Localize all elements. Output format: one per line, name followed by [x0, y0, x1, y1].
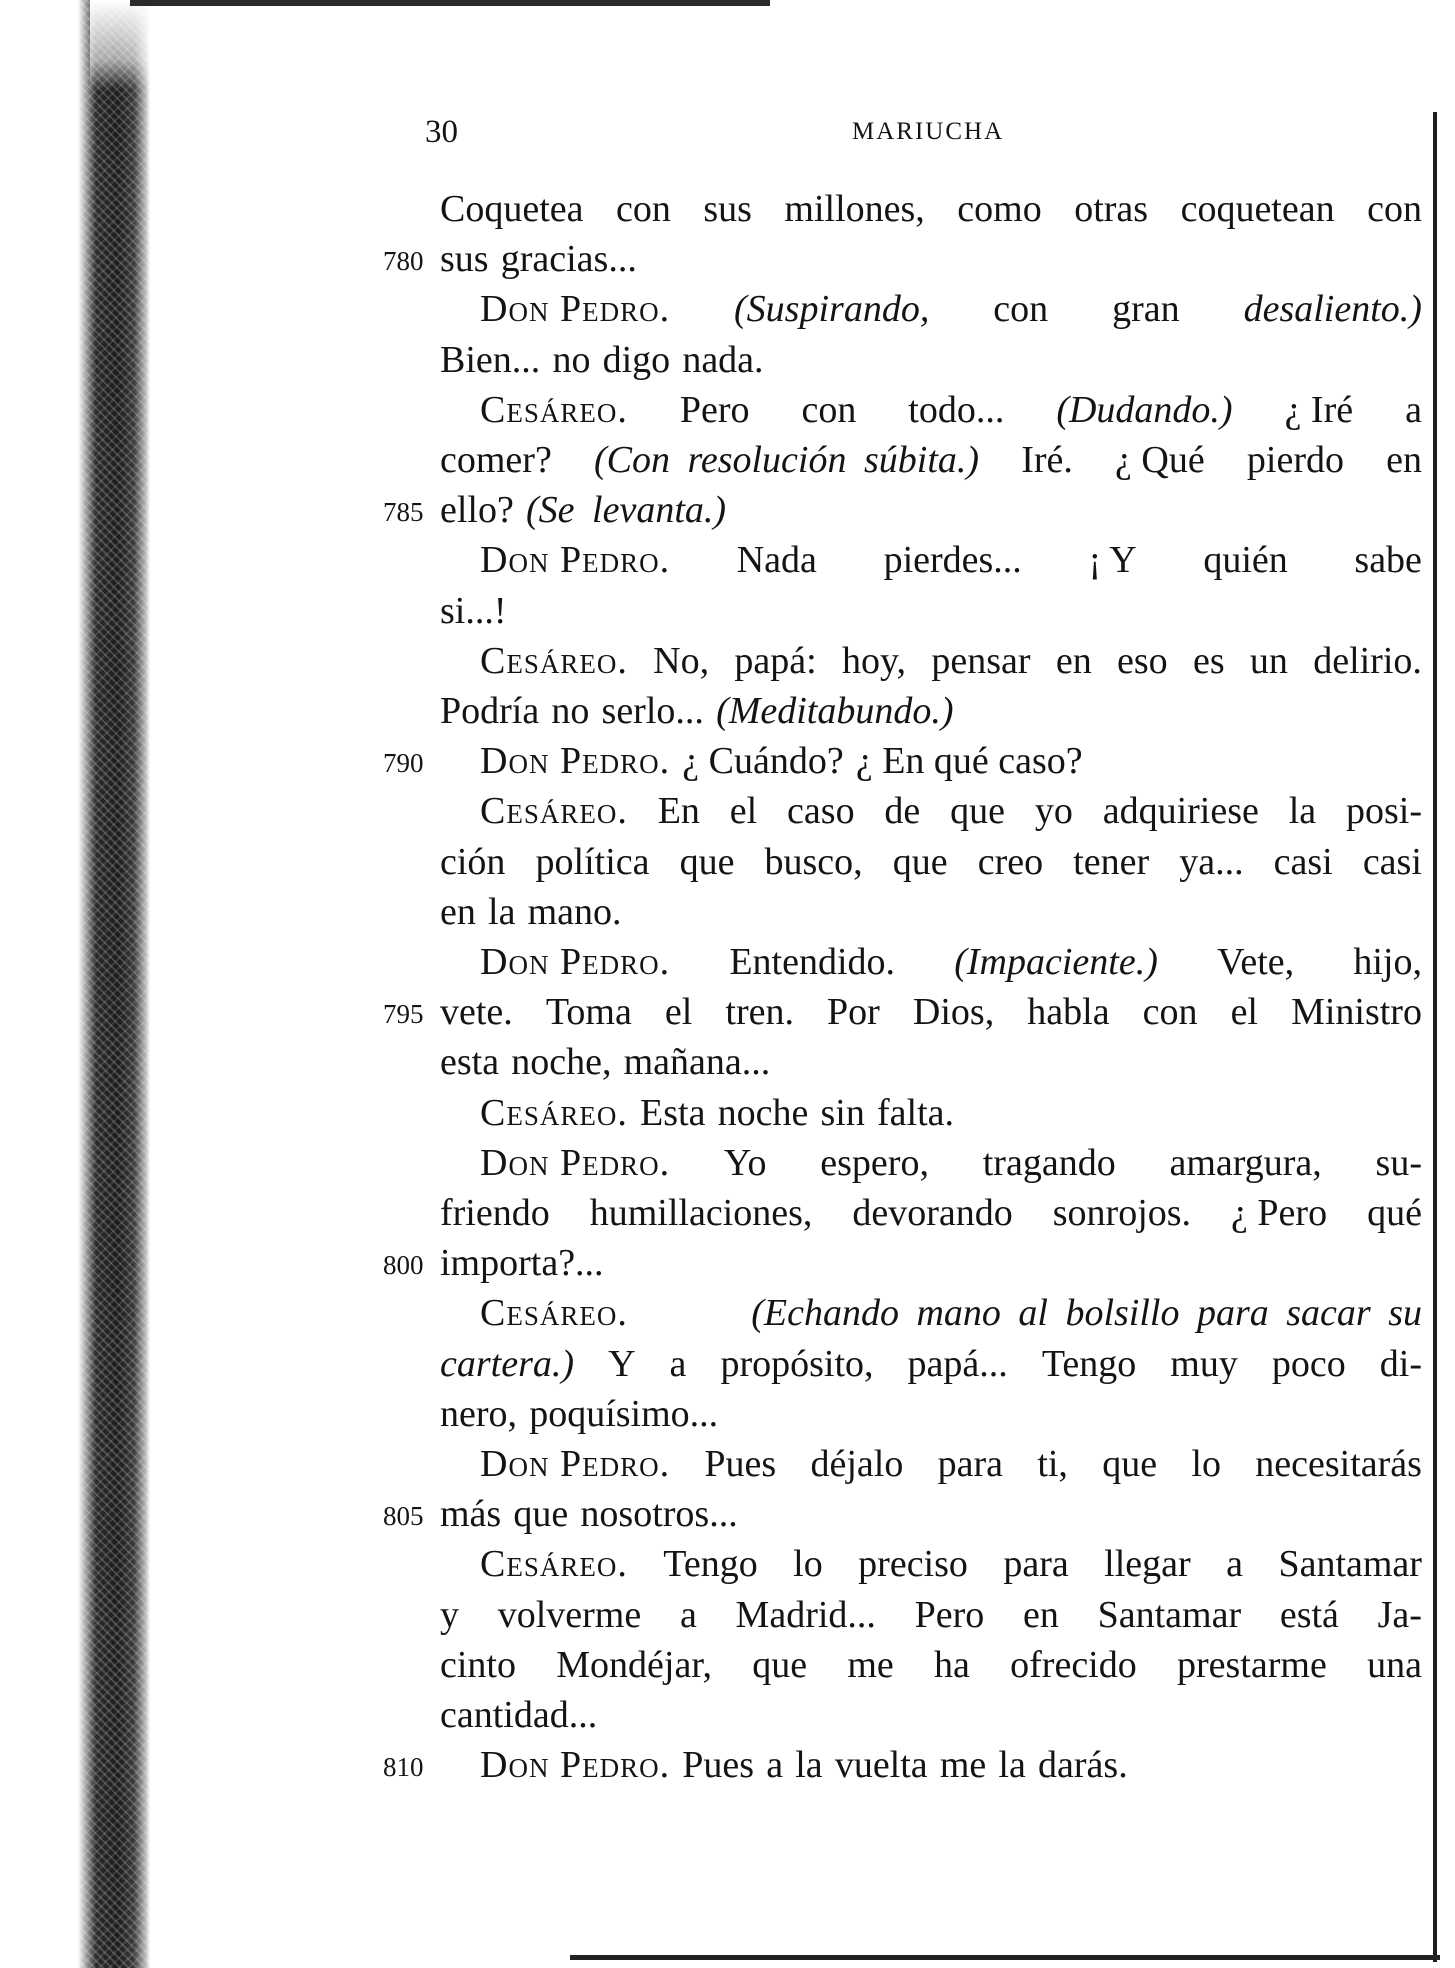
text-line [440, 586, 507, 636]
word: nosotros... [580, 1493, 738, 1536]
top-edge-rule [130, 0, 770, 6]
word: humillaciones, [589, 1192, 813, 1234]
word: (Dudando.) [1056, 388, 1233, 431]
word: a [766, 1744, 784, 1787]
word: la [1288, 790, 1317, 833]
word: sonrojos. [1052, 1192, 1192, 1234]
word: el [664, 991, 693, 1034]
word: volverme [497, 1593, 642, 1636]
word: papá: [734, 639, 817, 682]
word: que [513, 1493, 569, 1536]
word: Podría [440, 690, 540, 732]
word: a [1405, 388, 1422, 431]
line-number: 810 [383, 1752, 424, 1783]
word: Pues [704, 1443, 777, 1485]
word: delirio. [1313, 639, 1422, 682]
word: Ja- [1377, 1593, 1422, 1636]
word: ¿ Pero [1231, 1192, 1328, 1234]
word: (Meditabundo.) [716, 690, 954, 732]
word: para [1003, 1543, 1069, 1586]
word: poco [1271, 1342, 1346, 1385]
word: muy [1170, 1342, 1238, 1385]
word: Yo [723, 1141, 767, 1184]
text-line [440, 686, 954, 736]
word: a [1226, 1543, 1243, 1586]
word: (Impaciente.) [954, 941, 1158, 983]
word: ¿ Qué [1115, 439, 1205, 481]
word: que [1102, 1443, 1158, 1485]
word: nero, [440, 1392, 518, 1435]
speaker-name: Cesáreo. [480, 790, 628, 833]
word: (Suspirando, [734, 288, 930, 331]
word: como [957, 188, 1042, 230]
word: creo [977, 840, 1044, 883]
text-line [480, 786, 1422, 836]
word: poquísimo... [529, 1392, 719, 1435]
word: llegar [1104, 1543, 1191, 1586]
text-line [480, 636, 1422, 686]
speaker-name: Don Pedro. [480, 288, 671, 331]
word: espero, [820, 1141, 929, 1184]
word: no [551, 690, 590, 732]
word: en [1055, 639, 1092, 682]
word: Santamar [1097, 1593, 1242, 1636]
word: con [1367, 188, 1422, 230]
word: gracias... [500, 238, 637, 281]
speaker-name: Don Pedro. [480, 941, 671, 983]
word: que [892, 840, 948, 883]
word: Pero [679, 388, 750, 431]
text-line [440, 1590, 1422, 1640]
word: todo... [908, 388, 1005, 431]
line-number: 780 [383, 246, 424, 277]
word: noche, [511, 1041, 612, 1084]
line-number: 785 [383, 497, 424, 528]
word: está [1279, 1593, 1339, 1636]
word: déjalo [810, 1443, 904, 1485]
word: el [1230, 991, 1258, 1034]
word: nada. [682, 338, 764, 381]
word: (Se levanta.) [526, 489, 727, 532]
word: ti, [1037, 1443, 1068, 1485]
word: falta. [877, 1091, 955, 1134]
word: quién [1203, 539, 1288, 582]
text-line [480, 1138, 1422, 1188]
word: sus [440, 238, 489, 281]
word: serlo... [601, 690, 704, 732]
word: darás. [1038, 1744, 1128, 1787]
word: Mondéjar, [556, 1643, 712, 1686]
text-line [480, 385, 1422, 435]
speaker-name: Don Pedro. [480, 539, 671, 582]
word: caso [787, 790, 855, 833]
word: Tengo [1041, 1342, 1137, 1385]
word: una [1367, 1643, 1422, 1686]
word: digo [602, 338, 671, 381]
word: Iré. [1021, 439, 1073, 481]
word: ción [440, 840, 506, 883]
text-line [440, 1188, 1422, 1238]
speaker-name: Cesáreo. [480, 639, 628, 682]
word: Coquetea [440, 188, 584, 230]
speaker-name: Don Pedro. [480, 1141, 671, 1184]
text-line [440, 987, 1422, 1037]
word: yo [1034, 790, 1073, 833]
word: ya... [1179, 840, 1244, 883]
word: a [679, 1593, 697, 1636]
text-line [440, 435, 1422, 485]
word: que [950, 790, 1006, 833]
text-line [440, 184, 1422, 234]
word: lo [1191, 1443, 1221, 1485]
word: su- [1375, 1141, 1422, 1184]
speaker-name: Cesáreo. [480, 1091, 628, 1134]
word: necesitarás [1255, 1443, 1422, 1485]
word: Madrid... [735, 1593, 876, 1636]
word: me [847, 1643, 894, 1686]
word: tren. [725, 991, 794, 1034]
word: y [440, 1593, 459, 1636]
word: papá... [907, 1342, 1008, 1385]
word: vuelta [834, 1744, 928, 1787]
text-line [480, 284, 1422, 334]
word: a [669, 1342, 687, 1385]
binding-highlight [90, 0, 150, 90]
text-line [480, 1288, 1422, 1338]
word: Por [827, 991, 880, 1034]
word: qué [1367, 1192, 1422, 1234]
word: Pero [914, 1593, 985, 1636]
word: Toma [545, 991, 632, 1034]
line-number: 790 [383, 748, 424, 779]
word: cinto [440, 1643, 516, 1686]
word: en [440, 890, 476, 933]
word: pensar [931, 639, 1031, 682]
text-line [480, 1740, 1128, 1790]
word: con [801, 388, 857, 431]
speaker-name: Cesáreo. [480, 388, 628, 431]
word: ello? [440, 489, 514, 532]
word: Santamar [1278, 1543, 1422, 1586]
word: busco, [764, 840, 863, 883]
word: en [1023, 1593, 1059, 1636]
word: prestarme [1177, 1643, 1327, 1686]
word: friendo [440, 1192, 550, 1234]
word: di- [1379, 1342, 1422, 1385]
right-edge-rule [1433, 112, 1437, 1962]
text-line [440, 485, 726, 535]
word: comer? [440, 439, 552, 481]
word: el [729, 790, 758, 833]
word: Bien... [440, 338, 541, 381]
text-line [480, 1439, 1422, 1489]
word: ¿ Iré [1284, 388, 1354, 431]
text-line [480, 1088, 954, 1138]
word: casi [1273, 840, 1333, 883]
text-line [440, 837, 1422, 887]
running-title: MARIUCHA [852, 118, 1005, 145]
word: Y [608, 1342, 636, 1385]
word: Pues [682, 1744, 755, 1787]
text-line [440, 335, 764, 385]
word: es [1192, 639, 1225, 682]
line-number: 805 [383, 1501, 424, 1532]
word: la [998, 1744, 1026, 1787]
word: Entendido. [729, 941, 896, 983]
word: casi [1362, 840, 1422, 883]
word: ¿ Cuándo? [682, 740, 844, 783]
word: esta [440, 1041, 500, 1084]
word: hijo, [1353, 941, 1422, 983]
word: no [552, 338, 591, 381]
speaker-name: Don Pedro. [480, 1443, 671, 1485]
word: devorando [852, 1192, 1013, 1234]
book-binding-shadow [0, 0, 150, 1968]
word: (Echando mano al bolsillo para sacar su [751, 1292, 1422, 1335]
text-line [480, 937, 1422, 987]
speaker-name: Don Pedro. [480, 740, 671, 783]
word: la [795, 1744, 823, 1787]
word: sabe [1354, 539, 1422, 582]
word: me [939, 1744, 987, 1787]
text-line [480, 535, 1422, 585]
word: ¡ Y [1088, 539, 1137, 582]
word: ha [934, 1643, 970, 1686]
word: cartera.) [440, 1342, 575, 1385]
word: otras [1074, 188, 1149, 230]
line-number: 795 [383, 999, 424, 1030]
word: lo [793, 1543, 823, 1586]
word: vete. [440, 991, 513, 1034]
word: Tengo [663, 1543, 758, 1586]
word: hoy, [842, 639, 907, 682]
word: preciso [858, 1543, 968, 1586]
word: ¿ En qué caso? [855, 740, 1083, 783]
word: para [937, 1443, 1004, 1485]
word: noche [717, 1091, 809, 1134]
word: en [1386, 439, 1422, 481]
word: cantidad... [440, 1694, 598, 1736]
word: pierdes... [883, 539, 1022, 582]
word: un [1249, 639, 1288, 682]
word: tragando [982, 1141, 1116, 1184]
line-number: 800 [383, 1250, 424, 1281]
word: No, [653, 639, 710, 682]
text-line [440, 1037, 770, 1087]
word: que [752, 1643, 808, 1686]
word: importa?... [440, 1242, 604, 1285]
speaker-name: Cesáreo. [480, 1543, 628, 1586]
word: millones, [784, 188, 925, 230]
word: política [535, 840, 650, 883]
text-line [480, 736, 1083, 786]
text-line [440, 1238, 604, 1288]
word: sus [703, 188, 752, 230]
text-line [480, 1539, 1422, 1589]
text-line [440, 1489, 738, 1539]
word: En [657, 790, 700, 833]
word: ofrecido [1010, 1643, 1137, 1686]
word: propósito, [720, 1342, 874, 1385]
text-line [440, 1339, 1422, 1389]
word: posi- [1345, 790, 1422, 833]
text-line [440, 1690, 597, 1740]
word: tener [1073, 840, 1150, 883]
word: mano. [527, 890, 622, 933]
word: si...! [440, 589, 507, 632]
bottom-edge-rule [570, 1955, 1440, 1960]
text-line [440, 234, 637, 284]
word: con [616, 188, 671, 230]
word: mañana... [623, 1041, 771, 1084]
word: amargura, [1169, 1141, 1322, 1184]
word: pierdo [1246, 439, 1344, 481]
word: habla [1027, 991, 1110, 1034]
word: eso [1117, 639, 1168, 682]
speaker-name: Cesáreo. [480, 1292, 628, 1335]
text-line [440, 1640, 1422, 1690]
word: que [679, 840, 735, 883]
word: Nada [736, 539, 817, 582]
speaker-name: Don Pedro. [480, 1744, 671, 1787]
word: gran [1112, 288, 1180, 331]
word: desaliento.) [1243, 288, 1422, 331]
word: sin [820, 1091, 865, 1134]
word: adquiriese [1102, 790, 1259, 833]
word: Esta [640, 1091, 706, 1134]
word: con [993, 288, 1049, 331]
word: la [488, 890, 516, 933]
word: (Con resolución súbita.) [593, 439, 980, 481]
text-line [440, 1389, 718, 1439]
word: Vete, [1217, 941, 1295, 983]
word: Ministro [1291, 991, 1422, 1034]
word: con [1142, 991, 1198, 1034]
text-line [440, 887, 622, 937]
word: coquetean [1180, 188, 1335, 230]
word: de [884, 790, 921, 833]
word: Dios, [912, 991, 995, 1034]
page-number: 30 [425, 114, 458, 150]
word: más [440, 1493, 502, 1536]
